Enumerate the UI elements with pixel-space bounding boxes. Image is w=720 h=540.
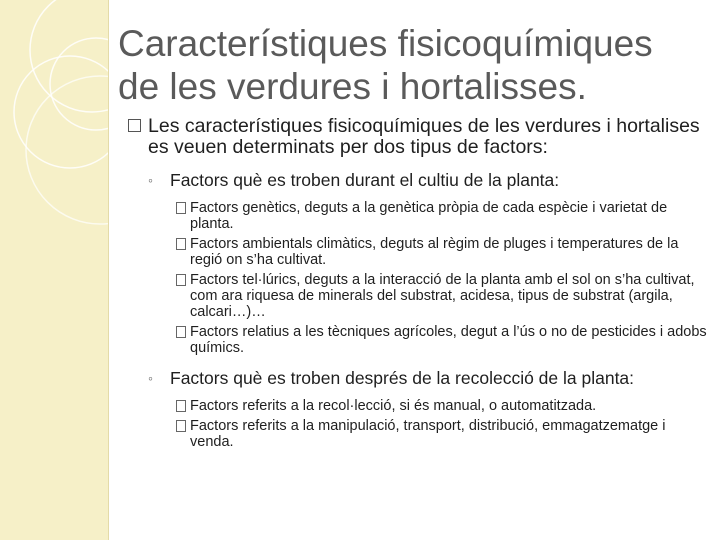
list-item xyxy=(176,324,708,356)
slide-title-line-1: Característiques fisicoquímiques xyxy=(118,23,653,64)
list-item xyxy=(176,200,708,232)
square-bullet-icon xyxy=(176,202,186,214)
slide-title-line-2: de les verdures i hortalisses. xyxy=(118,66,587,107)
circle-bullet-icon: ◦ xyxy=(148,370,153,386)
decorative-circles-graphic xyxy=(0,0,108,540)
section-heading-recolleccio xyxy=(128,368,708,388)
list-item-text: Factors ambientals climàtics, deguts al règim de pluges i temperatures de la regió on s’ha cultivat. xyxy=(190,236,679,268)
square-bullet-icon xyxy=(176,326,186,338)
list-item xyxy=(176,398,708,414)
band-divider xyxy=(108,0,109,540)
slide-body xyxy=(128,116,708,454)
section-heading-text: Factors què es troben durant el cultiu de la planta: xyxy=(170,170,560,190)
slide-title xyxy=(118,22,708,108)
list-item-text: Factors genètics, deguts a la genètica pròpia de cada espècie i varietat de planta. xyxy=(190,200,668,232)
circle-bullet-icon: ◦ xyxy=(148,172,153,188)
intro-text: Les característiques fisicoquímiques de les verdures i hortalises es veuen determinats per dos tipus de factors: xyxy=(148,115,700,158)
square-bullet-icon xyxy=(176,238,186,250)
list-item-text: Factors relatius a les tècniques agrícoles, degut a l’ús o no de pesticides i adobs químics. xyxy=(190,324,707,356)
list-item xyxy=(176,272,708,320)
section-heading-text: Factors què es troben després de la recolecció de la planta: xyxy=(170,368,635,388)
section-heading-cultiu xyxy=(128,170,708,190)
square-bullet-icon xyxy=(176,400,186,412)
decorative-side-band xyxy=(0,0,108,540)
section-list-recolleccio xyxy=(128,398,708,450)
list-item-text: Factors tel·lúrics, deguts a la interacció de la planta amb el sol on s’ha cultivat, com ara riquesa de minerals del substrat, acidesa, tipus de substrat (argila, calcari…)… xyxy=(190,272,695,320)
square-bullet-icon xyxy=(176,274,186,286)
list-item-text: Factors referits a la manipulació, transport, distribució, emmagatzematge i venda. xyxy=(190,418,666,450)
list-item-text: Factors referits a la recol·lecció, si és manual, o automatitzada. xyxy=(190,398,597,414)
list-item xyxy=(176,236,708,268)
square-bullet-icon xyxy=(176,420,186,432)
list-item xyxy=(176,418,708,450)
square-bullet-icon xyxy=(128,119,141,132)
intro-paragraph xyxy=(128,116,708,158)
section-list-cultiu xyxy=(128,200,708,356)
